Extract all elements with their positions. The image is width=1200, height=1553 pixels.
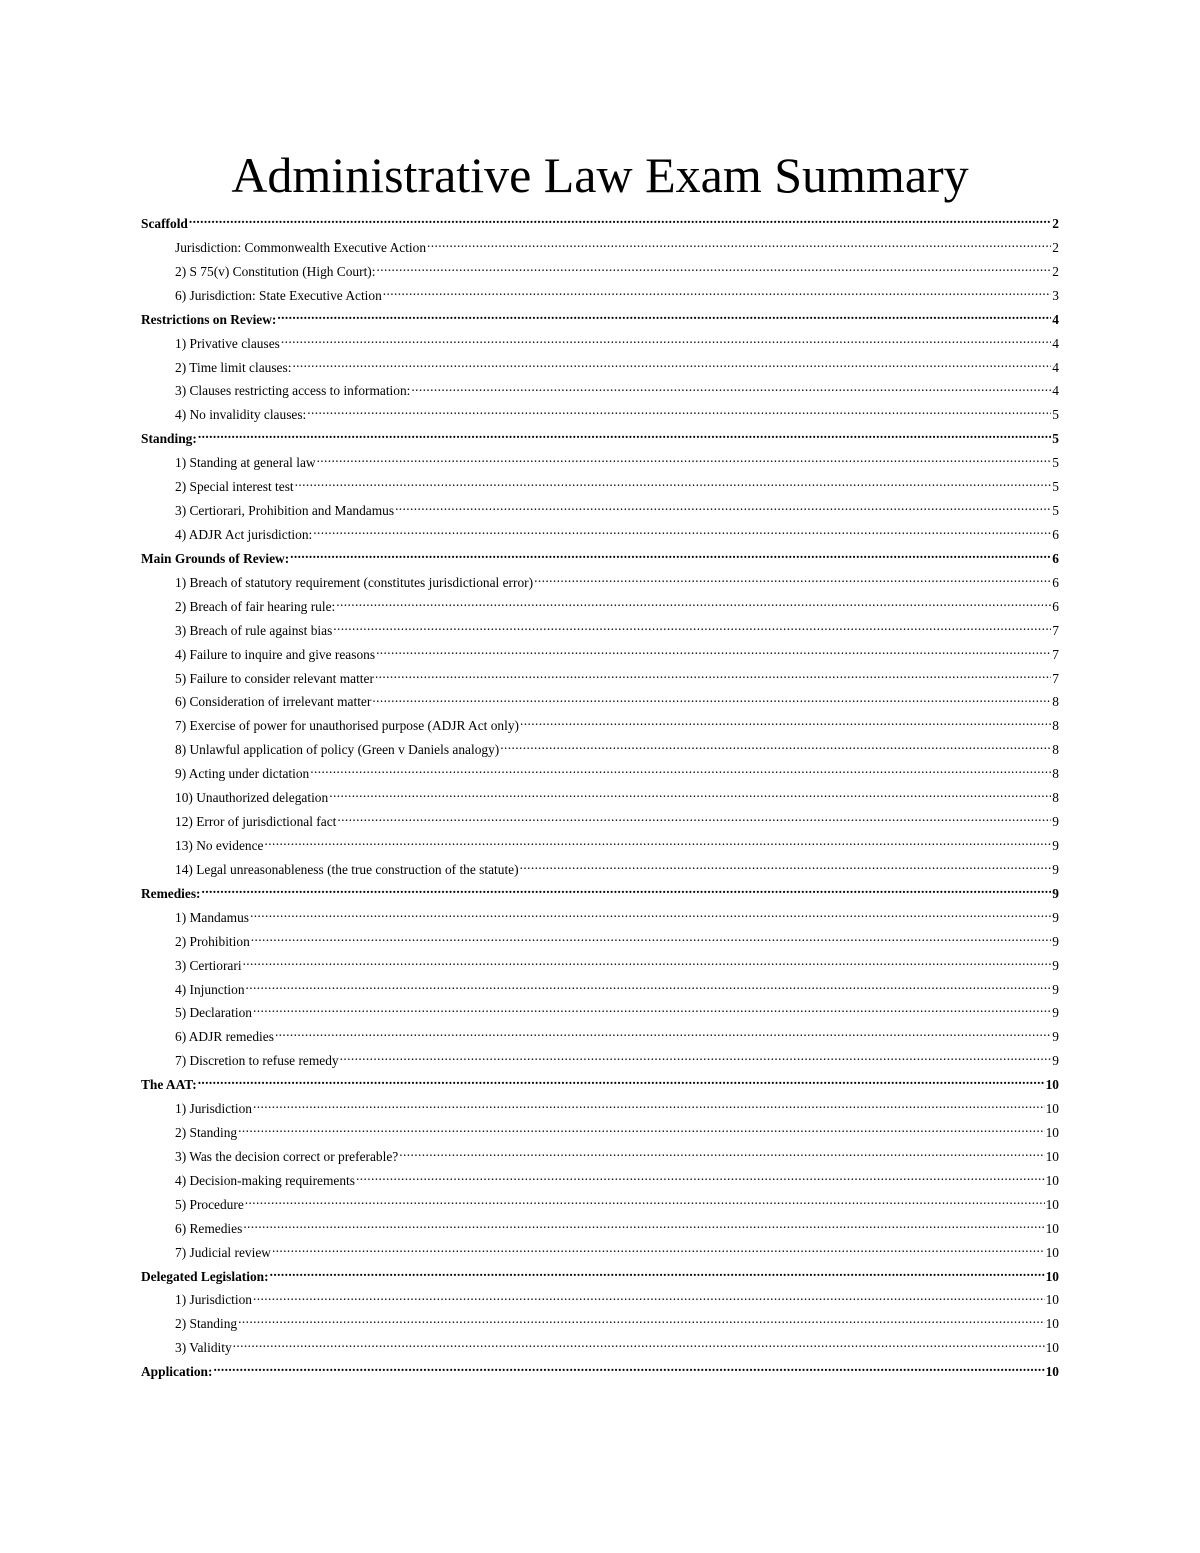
toc-entry-label: 2) Time limit clauses:	[175, 359, 292, 375]
toc-dot-leader	[376, 645, 1051, 658]
toc-entry-label: 2) Prohibition	[175, 933, 250, 949]
toc-dot-leader	[233, 1339, 1045, 1352]
toc-entry-label: 1) Mandamus	[175, 909, 250, 925]
toc-dot-leader	[310, 765, 1051, 778]
toc-dot-leader	[253, 1004, 1051, 1017]
toc-page-number: 2	[1052, 239, 1059, 255]
toc-dot-leader	[198, 430, 1051, 443]
toc-entry-label: 9) Acting under dictation	[175, 766, 310, 782]
toc-entry-label: 4) ADJR Act jurisdiction:	[175, 526, 313, 542]
toc-page-number: 9	[1052, 837, 1059, 853]
toc-subsection-entry[interactable]	[141, 236, 1059, 260]
toc-subsection-entry[interactable]	[141, 403, 1059, 427]
toc-dot-leader	[243, 956, 1052, 969]
toc-page-number: 10	[1045, 1101, 1059, 1117]
toc-page-number: 6	[1052, 598, 1059, 614]
toc-dot-leader	[395, 502, 1051, 515]
toc-subsection-entry[interactable]	[141, 1025, 1059, 1049]
toc-page-number: 8	[1052, 790, 1059, 806]
toc-dot-leader	[238, 1315, 1044, 1328]
toc-dot-leader	[534, 573, 1051, 586]
toc-entry-label: Delegated Legislation:	[141, 1268, 269, 1284]
toc-entry-label: 1) Breach of statutory requirement (constitutes jurisdictional error)	[175, 574, 534, 590]
toc-subsection-entry[interactable]	[141, 714, 1059, 738]
toc-subsection-entry[interactable]	[141, 332, 1059, 356]
toc-page-number: 10	[1045, 1364, 1059, 1380]
toc-entry-label: 3) Validity	[175, 1340, 232, 1356]
toc-entry-label: 6) ADJR remedies	[175, 1029, 274, 1045]
toc-subsection-entry[interactable]	[141, 595, 1059, 619]
toc-dot-leader	[213, 1363, 1044, 1376]
toc-subsection-entry[interactable]	[141, 834, 1059, 858]
toc-entry-label: Main Grounds of Review:	[141, 550, 290, 566]
toc-entry-label: 4) Injunction	[175, 981, 245, 997]
toc-dot-leader	[307, 406, 1051, 419]
toc-entry-label: 3) Clauses restricting access to information:	[175, 383, 411, 399]
toc-page-number: 8	[1052, 718, 1059, 734]
toc-entry-label: 2) Special interest test	[175, 479, 294, 495]
toc-page-number: 2	[1052, 216, 1059, 231]
toc-section-entry[interactable]	[141, 1360, 1059, 1384]
toc-subsection-entry[interactable]	[141, 1097, 1059, 1121]
toc-dot-leader	[383, 286, 1052, 299]
toc-dot-leader	[281, 334, 1051, 347]
toc-subsection-entry[interactable]	[141, 690, 1059, 714]
toc-entry-label: Jurisdiction: Commonwealth Executive Action	[175, 239, 427, 255]
toc-entry-label: 5) Failure to consider relevant matter	[175, 670, 374, 686]
toc-subsection-entry[interactable]	[141, 284, 1059, 308]
toc-page-number: 8	[1052, 694, 1059, 710]
toc-page-number: 5	[1052, 455, 1059, 471]
toc-subsection-entry[interactable]	[141, 858, 1059, 882]
toc-subsection-entry[interactable]	[141, 1001, 1059, 1025]
toc-dot-leader	[275, 1028, 1051, 1041]
toc-page-number: 10	[1045, 1316, 1059, 1332]
toc-section-entry[interactable]	[141, 212, 1059, 236]
toc-entry-label: 7) Discretion to refuse remedy	[175, 1053, 339, 1069]
table-of-contents	[141, 212, 1059, 1384]
toc-page-number: 5	[1052, 431, 1059, 447]
toc-entry-label: 3) Breach of rule against bias	[175, 622, 333, 638]
toc-page-number: 10	[1045, 1220, 1059, 1236]
toc-entry-label: 4) No invalidity clauses:	[175, 407, 307, 423]
toc-entry-label: Application:	[141, 1364, 213, 1380]
toc-entry-label: 8) Unlawful application of policy (Green v Daniels analogy)	[175, 742, 500, 758]
toc-page-number: 3	[1052, 287, 1059, 303]
toc-entry-label: 2) S 75(v) Constitution (High Court):	[175, 263, 376, 279]
toc-entry-label: 1) Standing at general law	[175, 455, 316, 471]
toc-entry-label: 3) Certiorari	[175, 957, 242, 973]
toc-entry-label: Standing:	[141, 431, 197, 447]
toc-page-number: 6	[1052, 526, 1059, 542]
toc-page-number: 9	[1052, 933, 1059, 949]
toc-section-entry[interactable]	[141, 1073, 1059, 1097]
toc-page-number: 9	[1052, 981, 1059, 997]
toc-entry-label: 4) Failure to inquire and give reasons	[175, 646, 376, 662]
toc-page-number: 10	[1045, 1244, 1059, 1260]
toc-dot-leader	[372, 693, 1051, 706]
toc-page-number: 5	[1052, 407, 1059, 423]
toc-subsection-entry[interactable]	[141, 954, 1059, 978]
toc-subsection-entry[interactable]	[141, 1193, 1059, 1217]
toc-entry-label: 5) Declaration	[175, 1005, 252, 1021]
toc-subsection-entry[interactable]	[141, 523, 1059, 547]
toc-dot-leader	[317, 454, 1052, 467]
toc-subsection-entry[interactable]	[141, 499, 1059, 523]
toc-page-number: 9	[1052, 1029, 1059, 1045]
toc-dot-leader	[292, 358, 1051, 371]
toc-entry-label: 2) Standing	[175, 1125, 238, 1141]
toc-entry-label: 2) Standing	[175, 1316, 238, 1332]
toc-subsection-entry[interactable]	[141, 1145, 1059, 1169]
toc-entry-label: 2) Breach of fair hearing rule:	[175, 598, 336, 614]
toc-dot-leader	[333, 621, 1051, 634]
toc-subsection-entry[interactable]	[141, 1288, 1059, 1312]
toc-entry-label: Scaffold	[141, 216, 188, 231]
toc-dot-leader	[277, 310, 1051, 323]
toc-entry-label: 3) Certiorari, Prohibition and Mandamus	[175, 503, 395, 519]
toc-entry-label: 6) Remedies	[175, 1220, 243, 1236]
toc-page-number: 8	[1052, 766, 1059, 782]
toc-dot-leader	[411, 382, 1051, 395]
toc-page-number: 7	[1052, 622, 1059, 638]
toc-entry-label: 5) Procedure	[175, 1196, 244, 1212]
toc-page-number: 9	[1052, 814, 1059, 830]
toc-dot-leader	[356, 1171, 1045, 1184]
toc-entry-label: 1) Privative clauses	[175, 335, 280, 351]
toc-dot-leader	[202, 884, 1052, 897]
toc-subsection-entry[interactable]	[141, 810, 1059, 834]
toc-subsection-entry[interactable]	[141, 786, 1059, 810]
toc-dot-leader	[265, 837, 1052, 850]
toc-dot-leader	[272, 1243, 1045, 1256]
toc-subsection-entry[interactable]	[141, 1336, 1059, 1360]
toc-subsection-entry[interactable]	[141, 1312, 1059, 1336]
toc-subsection-entry[interactable]	[141, 1217, 1059, 1241]
toc-section-entry[interactable]	[141, 427, 1059, 451]
toc-page-number: 5	[1052, 479, 1059, 495]
toc-subsection-entry[interactable]	[141, 379, 1059, 403]
toc-subsection-entry[interactable]	[141, 1241, 1059, 1265]
toc-subsection-entry[interactable]	[141, 978, 1059, 1002]
toc-dot-leader	[520, 861, 1052, 874]
toc-subsection-entry[interactable]	[141, 667, 1059, 691]
document-title: Administrative Law Exam Summary	[231, 147, 969, 203]
toc-page-number: 10	[1045, 1340, 1059, 1356]
toc-page-number: 8	[1052, 742, 1059, 758]
toc-subsection-entry[interactable]	[141, 1169, 1059, 1193]
toc-subsection-entry[interactable]	[141, 906, 1059, 930]
toc-subsection-entry[interactable]	[141, 930, 1059, 954]
toc-section-entry[interactable]	[141, 1265, 1059, 1289]
toc-dot-leader	[253, 1100, 1045, 1113]
toc-dot-leader	[377, 262, 1052, 275]
toc-entry-label: 1) Jurisdiction	[175, 1101, 252, 1117]
toc-entry-label: 6) Consideration of irrelevant matter	[175, 694, 372, 710]
toc-subsection-entry[interactable]	[141, 619, 1059, 643]
toc-page-number: 7	[1052, 646, 1059, 662]
toc-entry-label: 1) Jurisdiction	[175, 1292, 252, 1308]
toc-page-number: 6	[1052, 550, 1059, 566]
toc-dot-leader	[520, 717, 1051, 730]
toc-dot-leader	[375, 669, 1051, 682]
toc-page-number: 10	[1045, 1148, 1059, 1164]
toc-page-number: 10	[1045, 1292, 1059, 1308]
toc-dot-leader	[500, 741, 1051, 754]
toc-entry-label: 4) Decision-making requirements	[175, 1172, 355, 1188]
toc-entry-label: 12) Error of jurisdictional fact	[175, 814, 337, 830]
toc-dot-leader	[253, 1291, 1045, 1304]
toc-dot-leader	[243, 1219, 1044, 1232]
toc-page-number: 10	[1045, 1268, 1059, 1284]
toc-page-number: 9	[1052, 885, 1059, 901]
toc-entry-label: 3) Was the decision correct or preferable?	[175, 1148, 399, 1164]
toc-dot-leader	[189, 215, 1051, 228]
toc-page-number: 7	[1052, 670, 1059, 686]
toc-page-number: 9	[1052, 1053, 1059, 1069]
toc-dot-leader	[295, 478, 1052, 491]
toc-subsection-entry[interactable]	[141, 260, 1059, 284]
toc-dot-leader	[340, 1052, 1052, 1065]
toc-dot-leader	[329, 789, 1051, 802]
toc-page-number: 9	[1052, 909, 1059, 925]
toc-dot-leader	[270, 1267, 1045, 1280]
toc-page-number: 4	[1052, 335, 1059, 351]
toc-page-number: 10	[1045, 1172, 1059, 1188]
toc-subsection-entry[interactable]	[141, 762, 1059, 786]
toc-entry-label: 13) No evidence	[175, 837, 264, 853]
toc-dot-leader	[313, 526, 1051, 539]
toc-entry-label: 14) Legal unreasonableness (the true construction of the statute)	[175, 861, 519, 877]
toc-page-number: 10	[1045, 1196, 1059, 1212]
toc-page-number: 2	[1052, 263, 1059, 279]
toc-dot-leader	[246, 980, 1052, 993]
toc-page-number: 4	[1052, 359, 1059, 375]
toc-entry-label: Remedies:	[141, 885, 201, 901]
toc-dot-leader	[198, 1076, 1045, 1089]
toc-subsection-entry[interactable]	[141, 356, 1059, 380]
toc-subsection-entry[interactable]	[141, 475, 1059, 499]
toc-dot-leader	[245, 1195, 1045, 1208]
toc-dot-leader	[336, 597, 1051, 610]
toc-section-entry[interactable]	[141, 882, 1059, 906]
toc-dot-leader	[337, 813, 1051, 826]
toc-section-entry[interactable]	[141, 547, 1059, 571]
toc-page-number: 9	[1052, 1005, 1059, 1021]
toc-entry-label: 7) Exercise of power for unauthorised purpose (ADJR Act only)	[175, 718, 519, 734]
toc-subsection-entry[interactable]	[141, 451, 1059, 475]
toc-page-number: 6	[1052, 574, 1059, 590]
toc-entry-label: 6) Jurisdiction: State Executive Action	[175, 287, 382, 303]
toc-section-entry[interactable]	[141, 308, 1059, 332]
toc-page-number: 5	[1052, 503, 1059, 519]
toc-entry-label: Restrictions on Review:	[141, 311, 277, 327]
toc-page-number: 4	[1052, 383, 1059, 399]
toc-page-number: 4	[1052, 311, 1059, 327]
toc-dot-leader	[250, 908, 1051, 921]
toc-dot-leader	[399, 1148, 1044, 1161]
toc-subsection-entry[interactable]	[141, 643, 1059, 667]
toc-page-number: 9	[1052, 861, 1059, 877]
toc-page-number: 9	[1052, 957, 1059, 973]
toc-dot-leader	[427, 239, 1051, 252]
toc-entry-label: The AAT:	[141, 1077, 197, 1093]
toc-subsection-entry[interactable]	[141, 738, 1059, 762]
toc-page-number: 10	[1045, 1077, 1059, 1093]
toc-page-number: 10	[1045, 1125, 1059, 1141]
toc-entry-label: 10) Unauthorized delegation	[175, 790, 329, 806]
toc-dot-leader	[251, 932, 1052, 945]
toc-dot-leader	[290, 550, 1051, 563]
toc-subsection-entry[interactable]	[141, 1049, 1059, 1073]
toc-subsection-entry[interactable]	[141, 571, 1059, 595]
toc-subsection-entry[interactable]	[141, 1121, 1059, 1145]
toc-entry-label: 7) Judicial review	[175, 1244, 271, 1260]
toc-dot-leader	[238, 1124, 1044, 1137]
